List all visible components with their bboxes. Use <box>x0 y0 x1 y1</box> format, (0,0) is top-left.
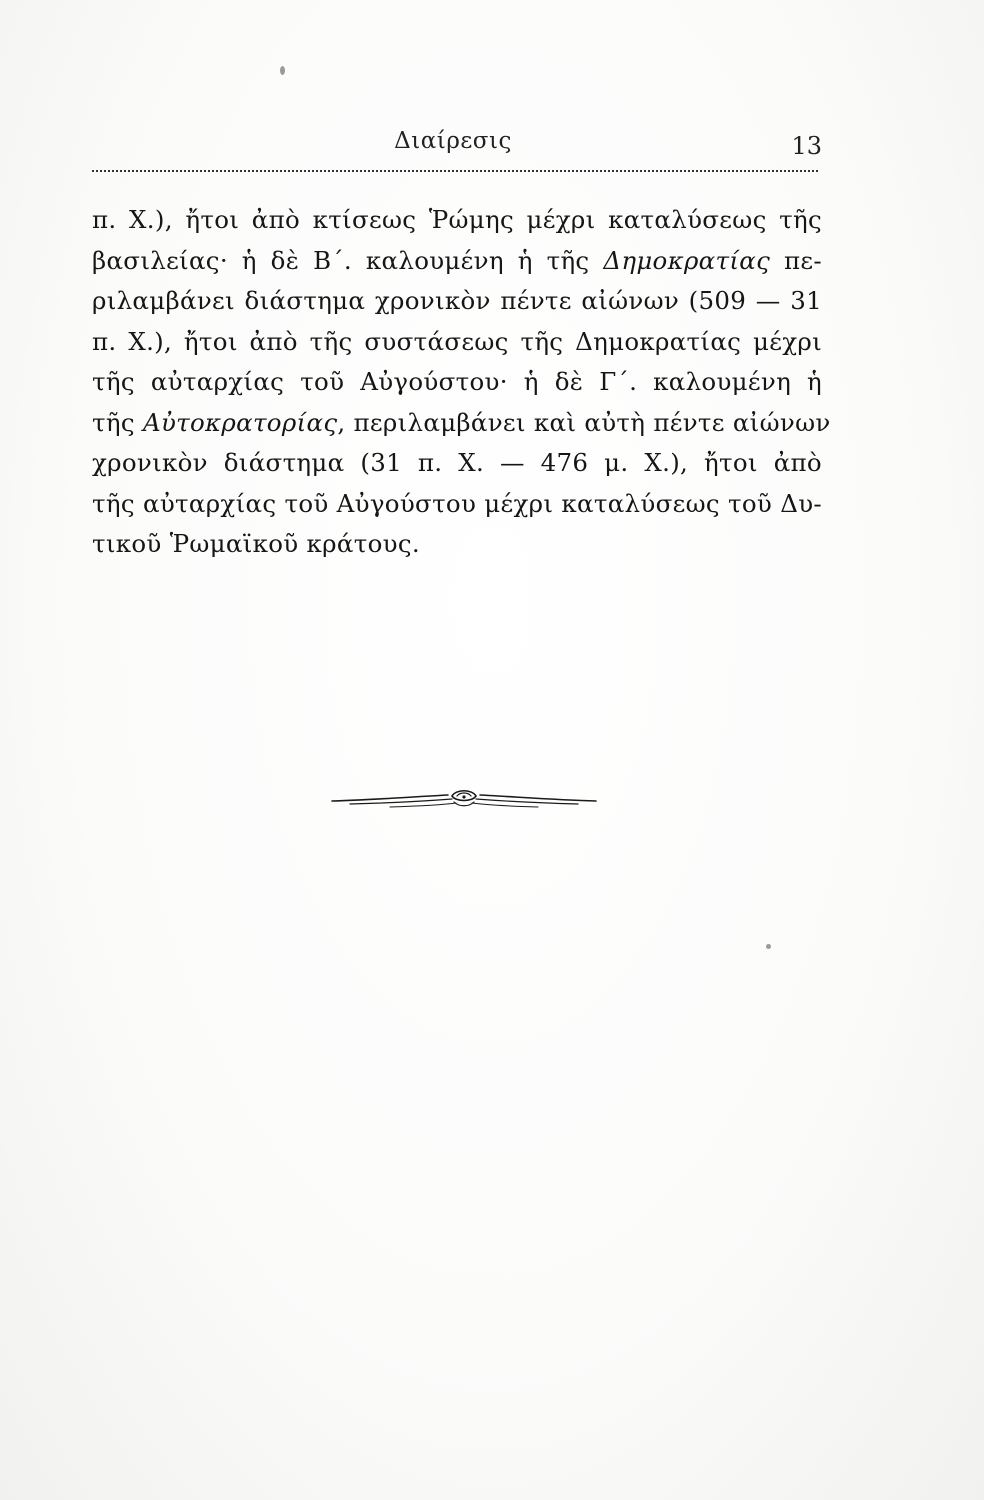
text-line-7: χρονικὸν διάστημα (31 π. Χ. — 476 μ. Χ.), ἤτοι ἀπὸ <box>92 448 822 477</box>
page-number: 13 <box>791 132 822 160</box>
section-end-ornament <box>330 786 598 812</box>
text-line-6-end: , περιλαμβάνει καὶ αὐτὴ πέντε αἰώνων <box>337 407 831 437</box>
running-title: Διαίρεσις <box>394 128 512 154</box>
body-paragraph <box>92 200 831 565</box>
text-line-4: π. Χ.), ἤτοι ἀπὸ τῆς συστάσεως τῆς Δημοκρατίας μέχρι <box>92 326 822 356</box>
text-line-6 <box>92 403 831 444</box>
text-line-3: ριλαμβάνει διάστημα χρονικὸν πέντε αἰώνων (509 — 31 <box>92 286 822 315</box>
italic-term-democracy: Δημοκρατίας <box>603 245 771 275</box>
paper-speck <box>766 944 771 949</box>
text-line-8: τῆς αὐταρχίας τοῦ Αὐγούστου μέχρι καταλύσεως τοῦ Δυ- <box>92 488 822 518</box>
running-head <box>80 128 826 168</box>
italic-term-empire: Αὐτοκρατορίας <box>142 407 338 437</box>
text-line-1: π. Χ.), ἤτοι ἀπὸ κτίσεως Ῥώμης μέχρι καταλύσεως τῆς <box>92 205 822 234</box>
text-line-2-end: πε- <box>770 245 823 275</box>
paper-speck <box>280 66 285 75</box>
text-line-9: τικοῦ Ῥωμαϊκοῦ κράτους. <box>92 529 420 558</box>
header-dotted-rule <box>92 170 818 172</box>
text-line-6-start: τῆς <box>92 407 143 437</box>
text-line-2-start: βασιλείας· ἡ δὲ Β΄. καλουμένη ἡ τῆς <box>92 245 604 275</box>
text-line-5: τῆς αὐταρχίας τοῦ Αὐγούστου· ἡ δὲ Γ΄. καλουμένη ἡ <box>92 367 822 396</box>
text-line-2 <box>92 241 822 282</box>
